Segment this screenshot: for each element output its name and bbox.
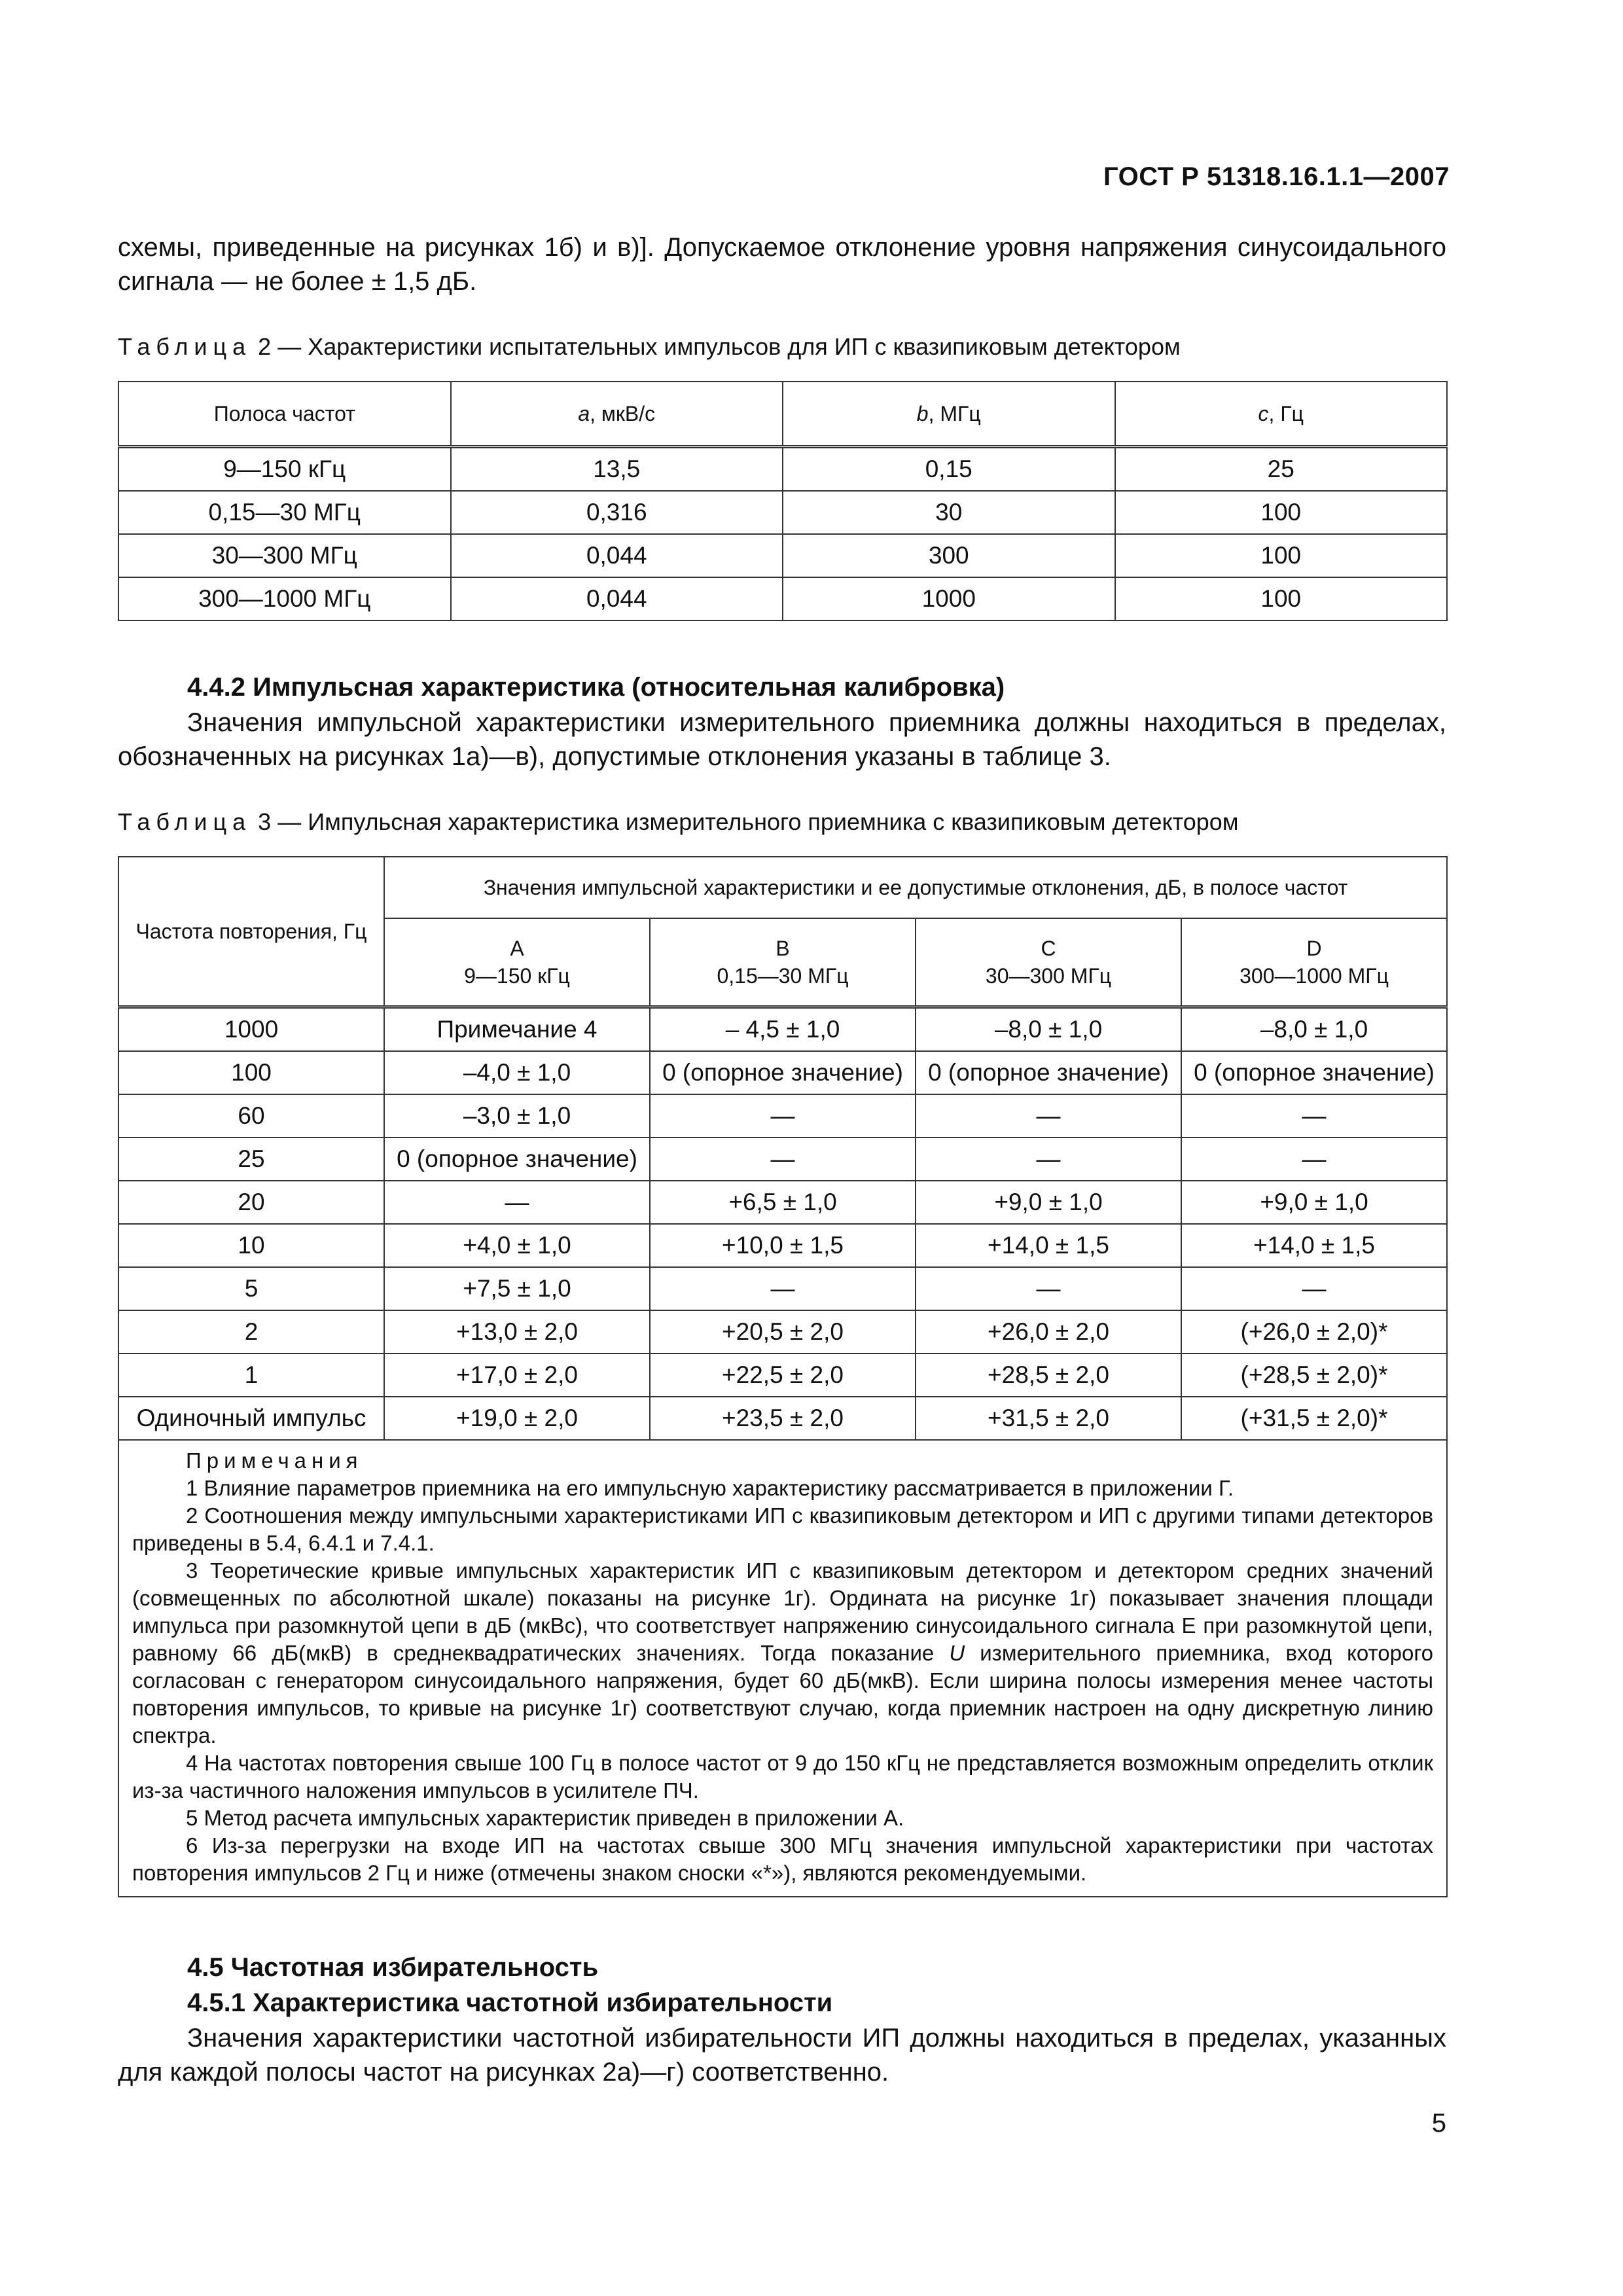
note-6: 6 Из-за перегрузки на входе ИП на частотах свыше 300 МГц значения импульсной характеристики при частотах повторения импульсов 2 Гц и ниже (отмечены знаком сноски «*»), являются рекомендуемыми. — [132, 1833, 1433, 1885]
table-cell: 5 — [118, 1267, 384, 1310]
note-3-variable: U — [949, 1641, 965, 1665]
table-cell: 25 — [118, 1138, 384, 1181]
table-cell: +17,0 ± 2,0 — [384, 1354, 650, 1397]
intro-paragraph: схемы, приведенные на рисунках 1б) и в)]. Допускаемое отклонение уровня напряжения синусоидального сигнала — не более ± 1,5 дБ. — [118, 233, 1446, 296]
table-row — [118, 1007, 1447, 1052]
table-row — [118, 577, 1447, 620]
table-row — [118, 1310, 1447, 1354]
table-cell: 300—1000 МГц — [118, 577, 451, 620]
table-cell: 0,044 — [451, 534, 783, 577]
table-cell: 1000 — [783, 577, 1115, 620]
table-cell: +13,0 ± 2,0 — [384, 1310, 650, 1354]
notes-title: Примечания — [186, 1448, 363, 1473]
note-5: 5 Метод расчета импульсных характеристик приведен в приложении А. — [186, 1806, 904, 1830]
table-row — [118, 1224, 1447, 1267]
table-cell: (+28,5 ± 2,0)* — [1181, 1354, 1447, 1397]
table-cell: +14,0 ± 1,5 — [916, 1224, 1181, 1267]
table-cell: –8,0 ± 1,0 — [1181, 1007, 1447, 1052]
table-cell: 10 — [118, 1224, 384, 1267]
band-header: C 30—300 МГц — [916, 918, 1181, 1007]
table-cell: — — [384, 1181, 650, 1224]
table-cell: 100 — [1115, 534, 1448, 577]
table2-header-cell: Полоса частот — [118, 382, 451, 447]
note-1: 1 Влияние параметров приемника на его импульсную характеристику рассматривается в приложении Г. — [186, 1476, 1234, 1500]
table-cell: — — [916, 1138, 1181, 1181]
table-cell: Одиночный импульс — [118, 1397, 384, 1440]
table-row — [118, 1397, 1447, 1440]
table-cell: 100 — [1115, 577, 1448, 620]
table-cell: +7,5 ± 1,0 — [384, 1267, 650, 1310]
section-4-4-2-title: 4.4.2 Импульсная характеристика (относительная калибровка) — [187, 673, 1005, 702]
table-cell: — — [1181, 1267, 1447, 1310]
table3-notes — [118, 1440, 1447, 1897]
table-row — [118, 1138, 1447, 1181]
table-cell: +9,0 ± 1,0 — [916, 1181, 1181, 1224]
table-cell: 20 — [118, 1181, 384, 1224]
page-number: 5 — [1431, 2109, 1446, 2138]
table2-caption-prefix: Таблица — [118, 333, 252, 360]
table-cell: +10,0 ± 1,5 — [650, 1224, 916, 1267]
table-cell: 1000 — [118, 1007, 384, 1052]
band-header: A 9—150 кГц — [384, 918, 650, 1007]
table-cell: 100 — [118, 1051, 384, 1094]
table-cell: +26,0 ± 2,0 — [916, 1310, 1181, 1354]
table2-header-cell: b, МГц — [783, 382, 1115, 447]
table-cell: — — [1181, 1094, 1447, 1138]
section-4-5-title: 4.5 Частотная избирательность — [187, 1953, 599, 1982]
table-cell: +4,0 ± 1,0 — [384, 1224, 650, 1267]
table-cell: 0,316 — [451, 491, 783, 534]
table2-caption-text: 2 — Характеристики испытательных импульсов для ИП с квазипиковым детектором — [258, 333, 1181, 360]
table3-caption-text: 3 — Импульсная характеристика измерительного приемника с квазипиковым детектором — [258, 808, 1239, 835]
table-cell: – 4,5 ± 1,0 — [650, 1007, 916, 1052]
table-cell: +6,5 ± 1,0 — [650, 1181, 916, 1224]
table-row — [118, 1094, 1447, 1138]
table-cell: — — [650, 1267, 916, 1310]
table-cell: 0 (опорное значение) — [650, 1051, 916, 1094]
table-row — [118, 1181, 1447, 1224]
table-cell: –3,0 ± 1,0 — [384, 1094, 650, 1138]
table-cell: 30 — [783, 491, 1115, 534]
table-row — [118, 1051, 1447, 1094]
note-3: 3 Теоретические кривые импульсных характеристик ИП с квазипиковым детектором и детектором средних значений (совмещенных по абсолютной шкале) показаны на рисунке 1г). Ордината на рисунке 1г) показывает значения площади импульса при разомкнутой цепи в дБ (мкВс), что соответствует напряжению синусоидального сигнала E при разомкнутой цепи, равному 66 дБ(мкВ) в среднеквадратических значениях. Тогда показание U измерительного приемника, вход которого согласован с генератором синусоидального напряжения, будет 60 дБ(мкВ). Если ширина полосы измерения менее частоты повторения импульсов, то кривые на рисунке 1г) соответствуют случаю, когда приемник настроен на одну дискретную линию спектра. — [132, 1558, 1434, 1748]
table2-header-cell: c, Гц — [1115, 382, 1448, 447]
table-cell: 0,15 — [783, 447, 1115, 492]
table-cell: Примечание 4 — [384, 1007, 650, 1052]
section-4-5-1-title: 4.5.1 Характеристика частотной избирательности — [187, 1988, 833, 2017]
table-cell: 25 — [1115, 447, 1448, 492]
table-cell: (+31,5 ± 2,0)* — [1181, 1397, 1447, 1440]
table-cell: 9—150 кГц — [118, 447, 451, 492]
table-cell: 60 — [118, 1094, 384, 1138]
table-cell: +28,5 ± 2,0 — [916, 1354, 1181, 1397]
table-cell: — — [650, 1138, 916, 1181]
table2-caption — [118, 332, 1492, 361]
table-cell: 300 — [783, 534, 1115, 577]
table-cell: 0 (опорное значение) — [384, 1138, 650, 1181]
table-cell: +20,5 ± 2,0 — [650, 1310, 916, 1354]
note-4: 4 На частотах повторения свыше 100 Гц в полосе частот от 9 до 150 кГц не представляется возможным определить отклик из-за частичного наложения импульсов в усилителе ПЧ. — [132, 1751, 1433, 1803]
table-cell: — — [916, 1267, 1181, 1310]
table3 — [118, 856, 1448, 1897]
document-code: ГОСТ Р 51318.16.1.1—2007 — [1103, 162, 1450, 191]
table-cell: +31,5 ± 2,0 — [916, 1397, 1181, 1440]
section-4-5-1-text: Значения характеристики частотной избирательности ИП должны находиться в пределах, указанных для каждой полосы частот на рисунках 2а)—г) соответственно. — [118, 2024, 1446, 2087]
table-cell: — — [650, 1094, 916, 1138]
table-cell: +19,0 ± 2,0 — [384, 1397, 650, 1440]
band-header: B 0,15—30 МГц — [650, 918, 916, 1007]
table-row — [118, 534, 1447, 577]
table2-header-cell: a, мкВ/с — [451, 382, 783, 447]
table-cell: –4,0 ± 1,0 — [384, 1051, 650, 1094]
table-cell: 100 — [1115, 491, 1448, 534]
table-cell: 1 — [118, 1354, 384, 1397]
table2-header-row — [118, 382, 1447, 447]
table3-header-row — [118, 857, 1447, 918]
table-row — [118, 1267, 1447, 1310]
band-header: D 300—1000 МГц — [1181, 918, 1447, 1007]
table-cell: 0,044 — [451, 577, 783, 620]
table-row — [118, 491, 1447, 534]
table-cell: +22,5 ± 2,0 — [650, 1354, 916, 1397]
table-cell: +23,5 ± 2,0 — [650, 1397, 916, 1440]
note-2: 2 Соотношения между импульсными характеристиками ИП с квазипиковым детектором и ИП с другими типами детекторов приведены в 5.4, 6.4.1 и 7.4.1. — [132, 1503, 1433, 1555]
table-cell: 13,5 — [451, 447, 783, 492]
table2 — [118, 381, 1448, 621]
table3-caption — [118, 808, 1492, 836]
table3-row-header: Частота повторения, Гц — [118, 857, 384, 1007]
table-cell: — — [916, 1094, 1181, 1138]
table3-caption-prefix: Таблица — [118, 808, 252, 835]
table-cell: 0 (опорное значение) — [916, 1051, 1181, 1094]
table3-notes-row — [118, 1440, 1447, 1897]
table-cell: –8,0 ± 1,0 — [916, 1007, 1181, 1052]
table-cell: (+26,0 ± 2,0)* — [1181, 1310, 1447, 1354]
table-cell: 0,15—30 МГц — [118, 491, 451, 534]
table3-group-header: Значения импульсной характеристики и ее допустимые отклонения, дБ, в полосе частот — [384, 857, 1447, 918]
table-cell: — — [1181, 1138, 1447, 1181]
table-cell: 30—300 МГц — [118, 534, 451, 577]
table-cell: 2 — [118, 1310, 384, 1354]
table-row — [118, 1354, 1447, 1397]
table-row — [118, 447, 1447, 492]
section-4-4-2-text: Значения импульсной характеристики измерительного приемника должны находиться в пределах, обозначенных на рисунках 1а)—в), допустимые отклонения указаны в таблице 3. — [118, 708, 1446, 771]
table-cell: +14,0 ± 1,5 — [1181, 1224, 1447, 1267]
table-cell: +9,0 ± 1,0 — [1181, 1181, 1447, 1224]
table-cell: 0 (опорное значение) — [1181, 1051, 1447, 1094]
